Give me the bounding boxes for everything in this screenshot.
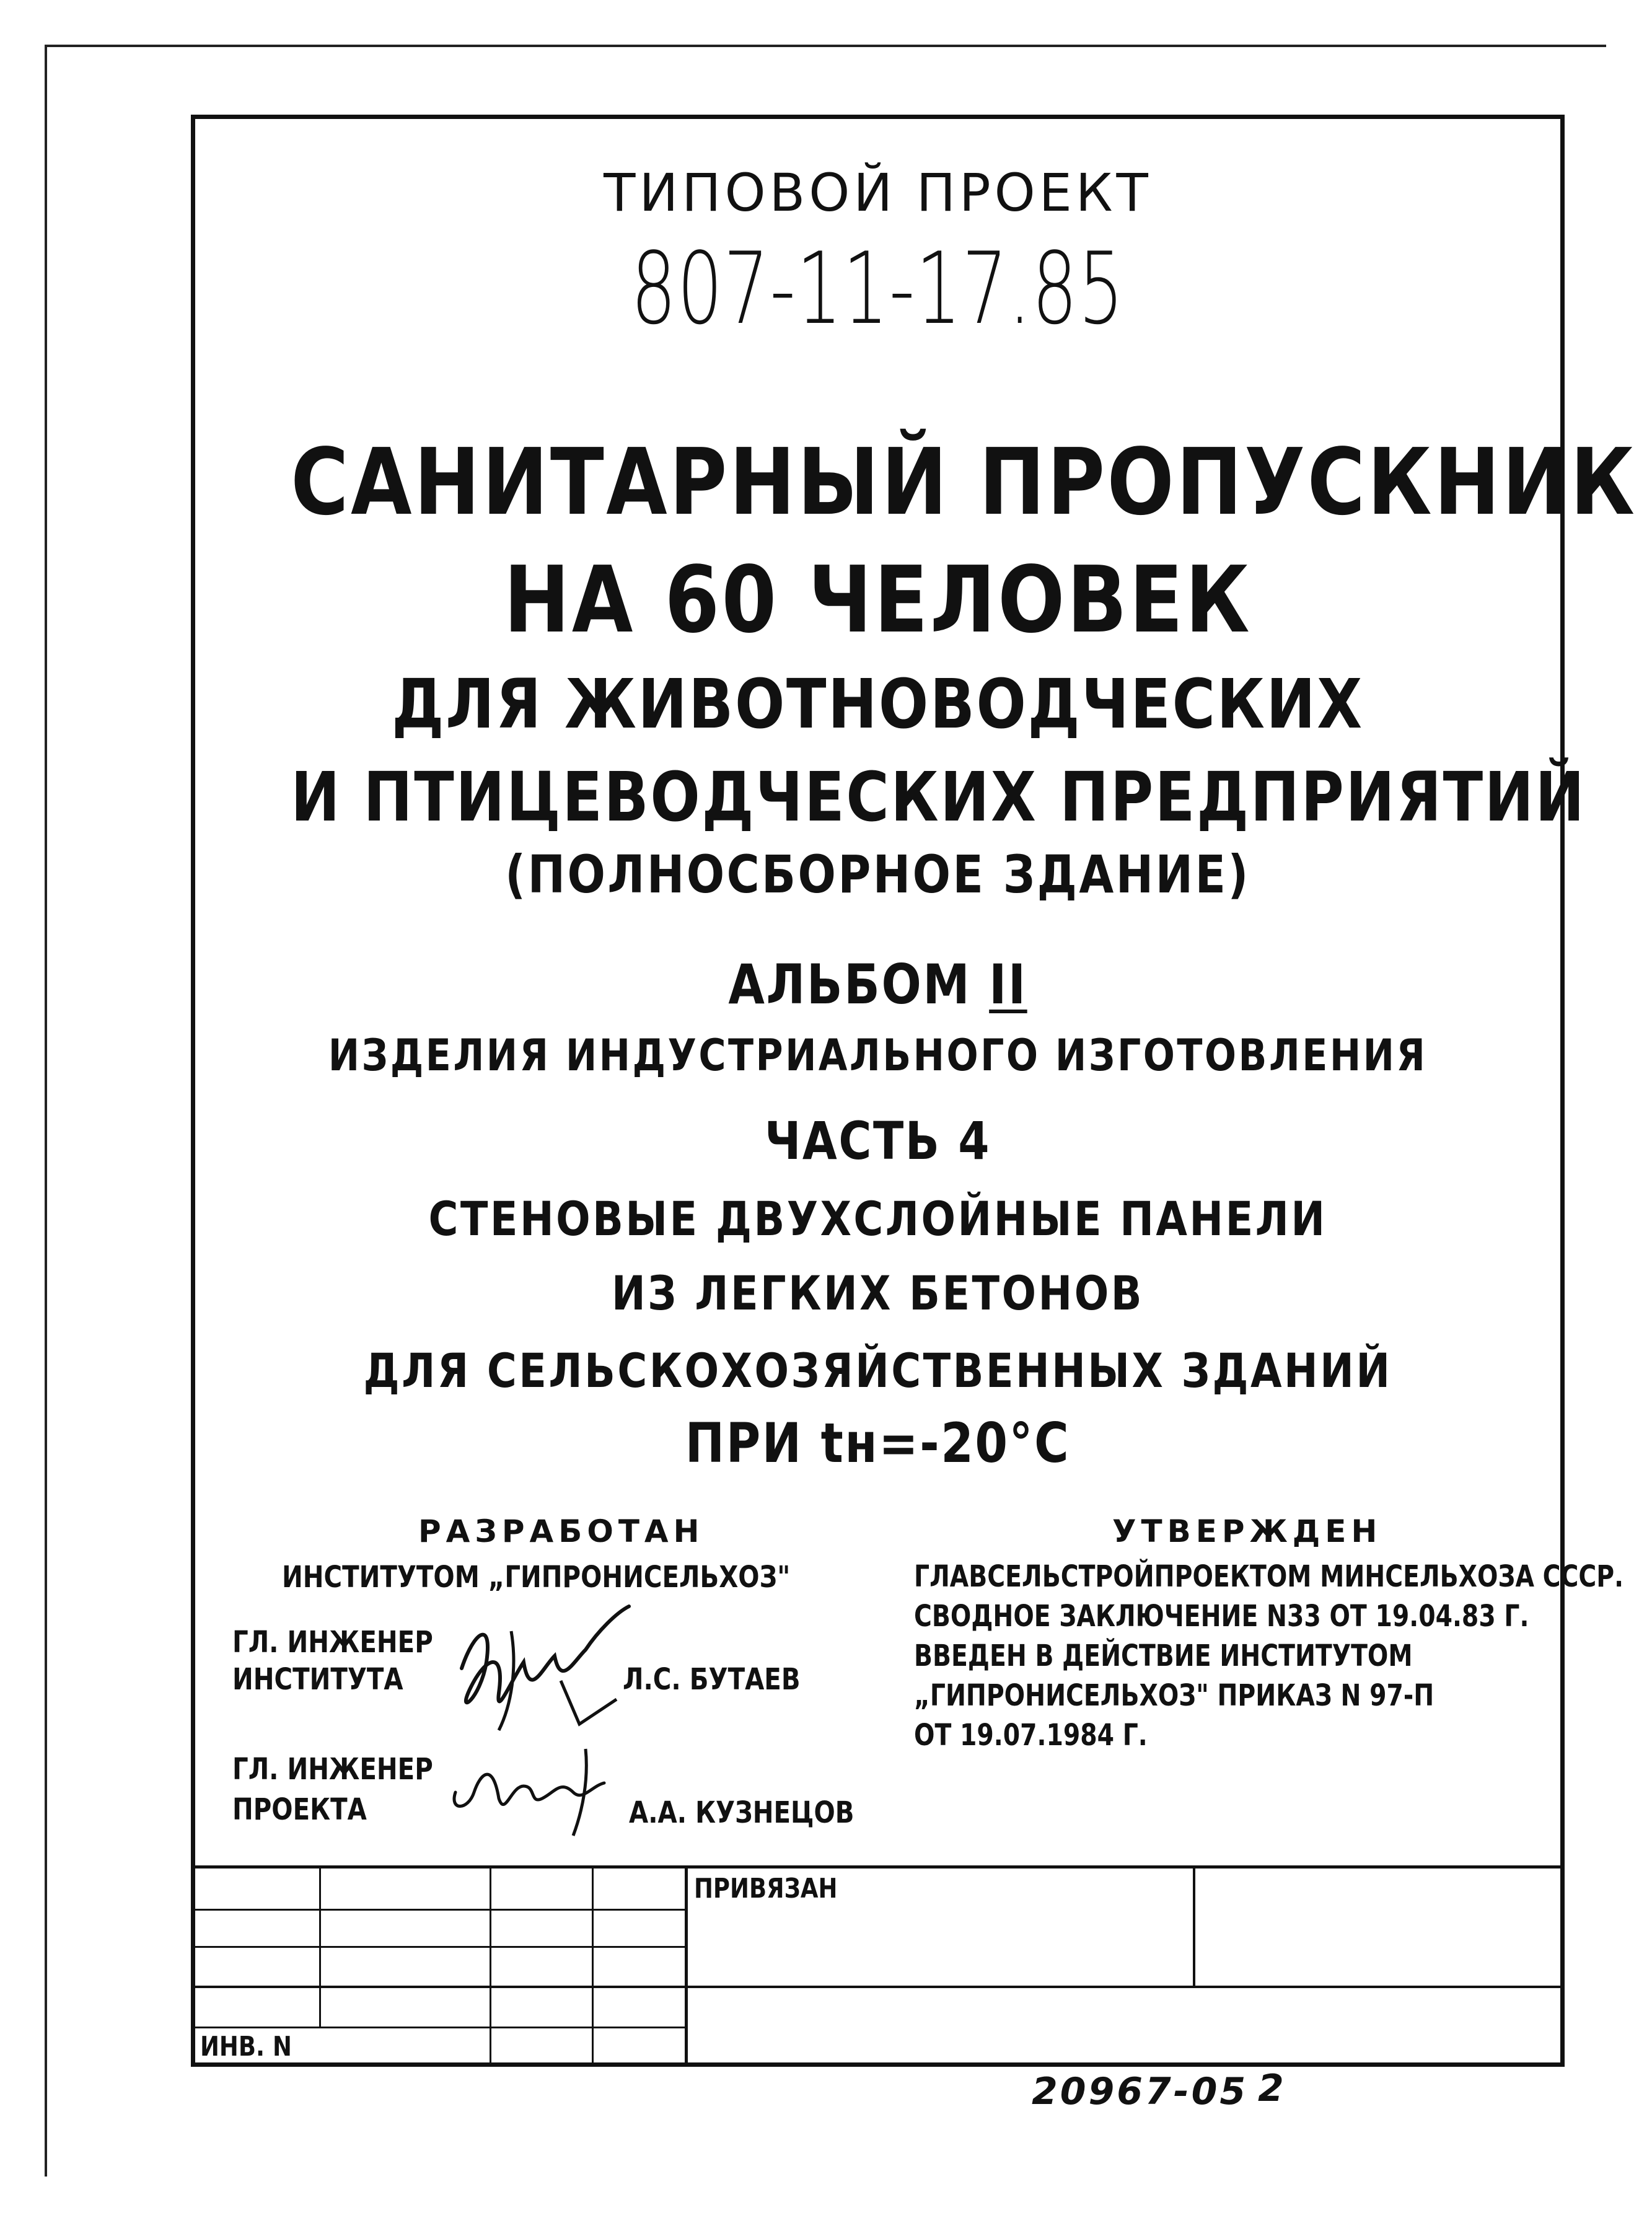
title-block-row-line xyxy=(195,2027,685,2028)
bound-label: ПРИВЯЗАН xyxy=(694,1873,838,1904)
part-label: ЧАСТЬ 4 xyxy=(764,1111,991,1171)
album-number: II xyxy=(989,953,1027,1016)
chief1-name: Л.С. БУТАЕВ xyxy=(623,1662,801,1697)
part-line-4: ПРИ tн=-20°С xyxy=(685,1411,1071,1475)
title-line-4: И ПТИЦЕВОДЧЕСКИХ ПРЕДПРИЯТИЙ xyxy=(291,757,1586,837)
title-block-top-border xyxy=(195,1865,1560,1868)
page-number: 2 xyxy=(1258,2067,1286,2110)
chief2-role-a: ГЛ. ИНЖЕНЕР xyxy=(232,1752,433,1787)
approved-line-2: СВОДНОЕ ЗАКЛЮЧЕНИЕ N33 ОТ 19.04.83 Г. xyxy=(914,1599,1529,1634)
title-block-col-line xyxy=(1193,1865,1195,1987)
part-line-3: ДЛЯ СЕЛЬСКОХОЗЯЙСТВЕННЫХ ЗДАНИЙ xyxy=(363,1343,1392,1398)
sheet-code: 20967-05 xyxy=(1032,2070,1249,2113)
developed-institute: ИНСТИТУТОМ „ГИПРОНИСЕЛЬХОЗ" xyxy=(282,1560,791,1595)
title-block-col-line xyxy=(490,1865,491,2067)
album-subtitle: ИЗДЕЛИЯ ИНДУСТРИАЛЬНОГО ИЗГОТОВЛЕНИЯ xyxy=(328,1030,1428,1081)
part-line-2: ИЗ ЛЕГКИХ БЕТОНОВ xyxy=(612,1265,1144,1321)
approved-line-4: „ГИПРОНИСЕЛЬХОЗ" ПРИКАЗ N 97-П xyxy=(914,1678,1435,1713)
title-block-col-line xyxy=(319,1865,321,2027)
approved-heading: УТВЕРЖДЕН xyxy=(1112,1513,1382,1549)
title-block-col-line xyxy=(685,1865,688,2067)
approved-line-3: ВВЕДЕН В ДЕЙСТВИЕ ИНСТИТУТОМ xyxy=(914,1639,1413,1673)
title-block-row-line xyxy=(195,1986,1560,1988)
project-number: 807-11-17.85 xyxy=(631,231,1125,346)
building-type: (ПОЛНОСБОРНОЕ ЗДАНИЕ) xyxy=(505,844,1250,905)
album-title xyxy=(291,953,1465,1016)
project-type: ТИПОВОЙ ПРОЕКТ xyxy=(604,162,1152,223)
chief1-role-a: ГЛ. ИНЖЕНЕР xyxy=(232,1625,433,1660)
developed-heading: РАЗРАБОТАН xyxy=(418,1513,705,1549)
title-line-3: ДЛЯ ЖИВОТНОВОДЧЕСКИХ xyxy=(392,664,1364,744)
signature-butaev xyxy=(437,1594,641,1736)
title-line-1: САНИТАРНЫЙ ПРОПУСКНИК xyxy=(291,429,1637,535)
title-line-2: НА 60 ЧЕЛОВЕК xyxy=(503,547,1252,653)
title-block-row-line xyxy=(195,1946,685,1948)
approved-line-5: ОТ 19.07.1984 Г. xyxy=(914,1718,1148,1753)
inventory-label: ИНВ. N xyxy=(200,2031,292,2062)
drawing-frame xyxy=(191,115,1637,2067)
album-label: АЛЬБОМ xyxy=(728,953,972,1016)
approved-line-1: ГЛАВСЕЛЬСТРОЙПРОЕКТОМ МИНСЕЛЬХОЗА СССР. xyxy=(914,1559,1624,1594)
chief2-role-b: ПРОЕКТА xyxy=(232,1792,367,1827)
chief1-role-b: ИНСТИТУТА xyxy=(232,1662,403,1697)
part-line-1: СТЕНОВЫЕ ДВУХСЛОЙНЫЕ ПАНЕЛИ xyxy=(428,1191,1327,1246)
title-block-row-line xyxy=(195,1909,685,1911)
signature-kuznetsov xyxy=(443,1736,623,1842)
chief2-name: А.А. КУЗНЕЦОВ xyxy=(629,1795,855,1830)
title-block-col-line xyxy=(592,1865,594,2067)
